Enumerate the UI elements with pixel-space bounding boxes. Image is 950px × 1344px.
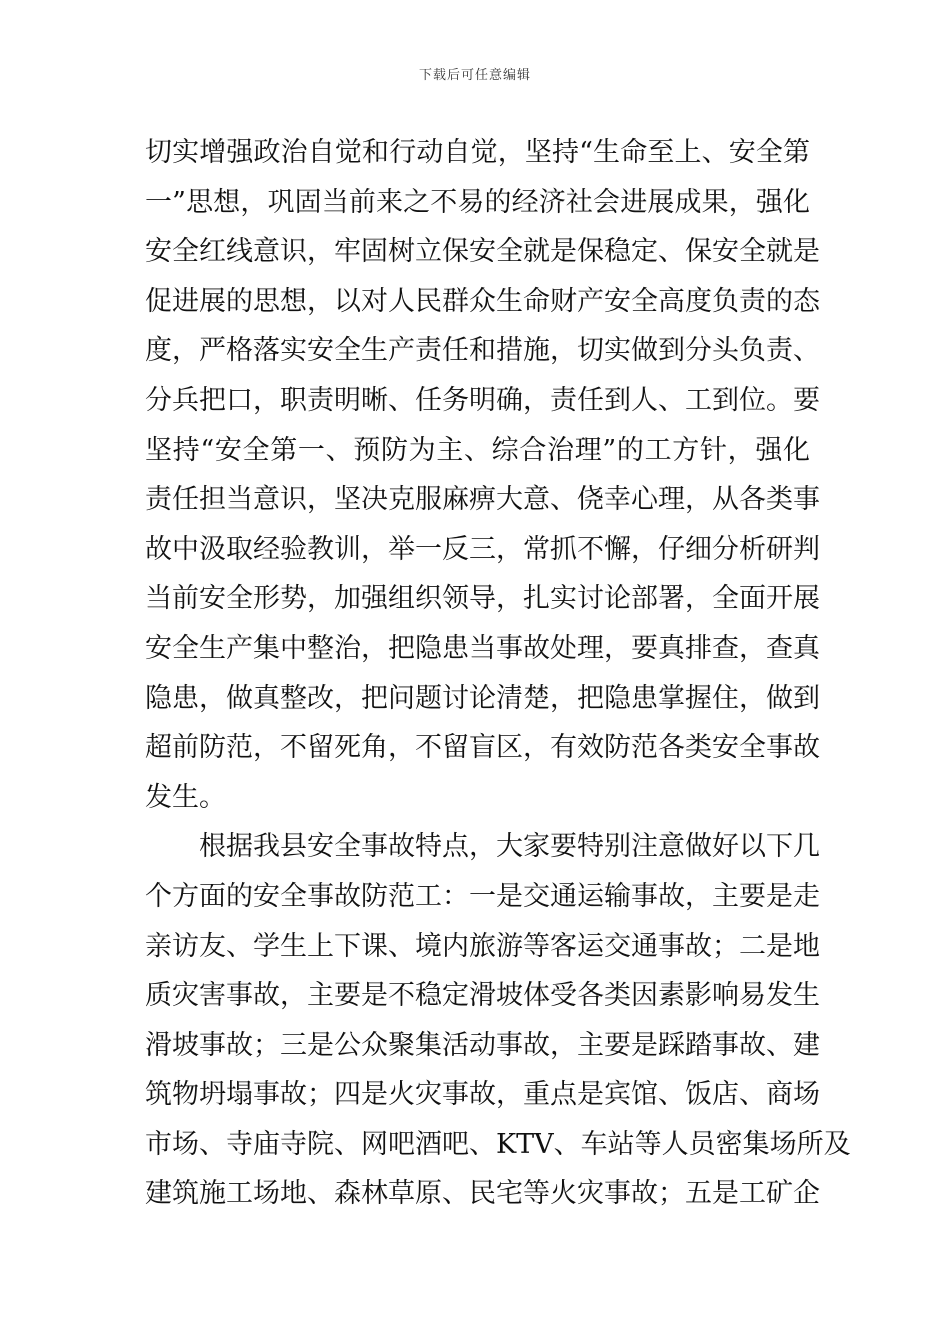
text-line: 度，严格落实安全生产责任和措施，切实做到分头负责、 (145, 335, 820, 367)
text-line: 个方面的安全事故防范工：一是交通运输事故，主要是走 (145, 880, 820, 912)
text-line: 筑物坍塌事故；四是火灾事故，重点是宾馆、饭店、商场 (145, 1079, 820, 1111)
text-line: 滑坡事故；三是公众聚集活动事故，主要是踩踏事故、建 (145, 1029, 820, 1061)
text-line: 根据我县安全事故特点，大家要特别注意做好以下几 (199, 831, 820, 863)
text-line: 坚持“安全第一、预防为主、综合治理”的工方针，强化 (145, 434, 810, 466)
text-line: 亲访友、学生上下课、境内旅游等客运交通事故；二是地 (145, 930, 820, 962)
text-line: 一”思想，巩固当前来之不易的经济社会进展成果，强化 (145, 186, 810, 218)
text-line: 分兵把口，职责明晰、任务明确，责任到人、工到位。要 (145, 384, 820, 416)
text-line: 安全红线意识，牢固树立保安全就是保稳定、保安全就是 (145, 236, 820, 268)
text-line: 建筑施工场地、森林草原、民宅等火灾事故；五是工矿企 (145, 1178, 820, 1210)
text-line: 安全生产集中整治，把隐患当事故处理，要真排查，查真 (145, 632, 820, 664)
text-line: 市场、寺庙寺院、网吧酒吧、KTV、车站等人员密集场所及 (145, 1128, 851, 1160)
page-header: 下载后可任意编辑 (418, 68, 531, 83)
text-line: 超前防范，不留死角，不留盲区，有效防范各类安全事故 (145, 732, 820, 764)
text-line: 隐患，做真整改，把问题讨论清楚，把隐患掌握住，做到 (145, 682, 820, 714)
text-line: 质灾害事故，主要是不稳定滑坡体受各类因素影响易发生 (145, 980, 820, 1012)
text-line: 促进展的思想，以对人民群众生命财产安全高度负责的态 (145, 285, 820, 317)
paragraph-2 (145, 822, 851, 1219)
text-line: 当前安全形势，加强组织领导，扎实讨论部署，全面开展 (145, 583, 820, 615)
text-line: 发生。 (145, 781, 226, 813)
text-line: 切实增强政治自觉和行动自觉，坚持“生命至上、安全第 (145, 137, 810, 168)
paragraph-1 (145, 128, 820, 822)
document-body (145, 128, 851, 1219)
text-line: 故中汲取经验教训，举一反三，常抓不懈，仔细分析研判 (145, 533, 820, 565)
text-line: 责任担当意识，坚决克服麻痹大意、侥幸心理，从各类事 (145, 484, 820, 516)
